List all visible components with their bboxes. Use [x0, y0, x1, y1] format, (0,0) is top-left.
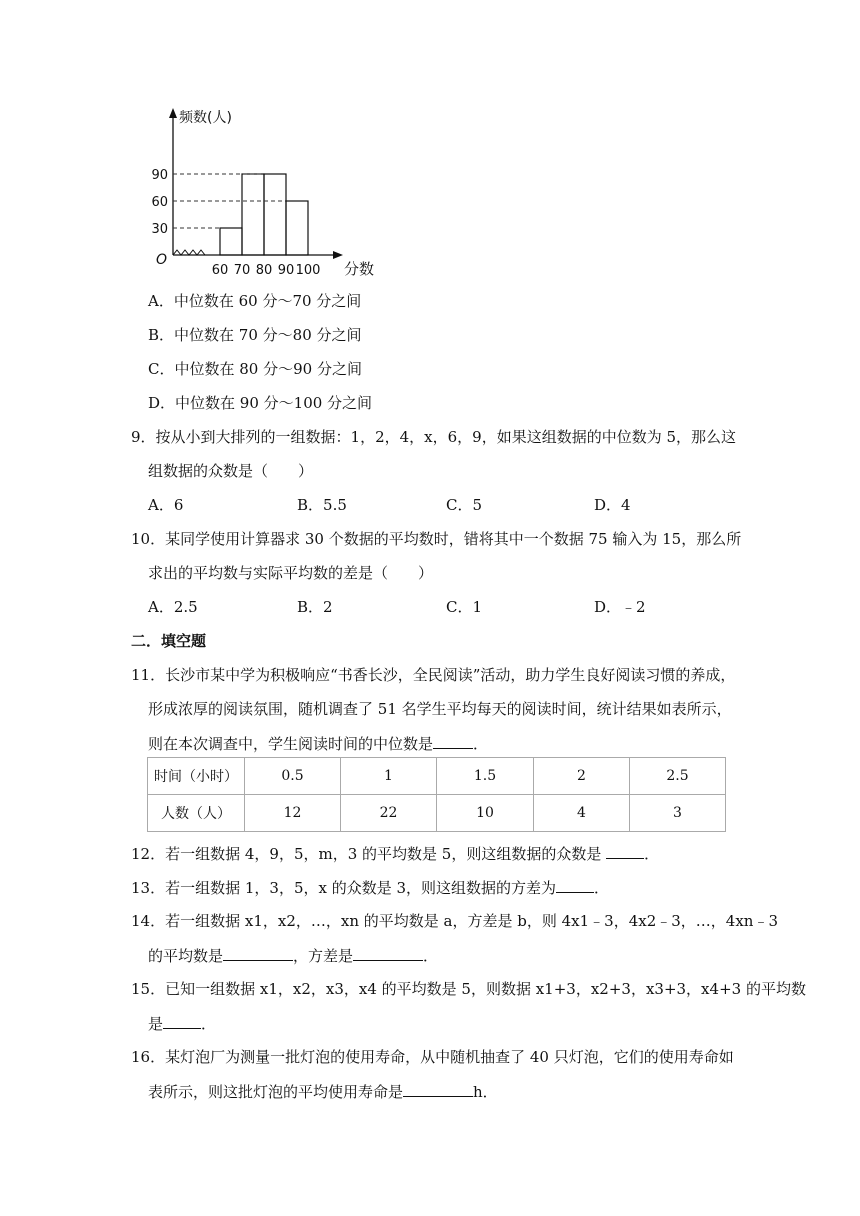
q8-option-d: D．中位数在 90 分～100 分之间	[148, 394, 373, 412]
histogram-bar	[220, 228, 242, 255]
q16-text-line2	[148, 1081, 498, 1102]
q13-text: 13．若一组数据 1，3，5，x 的众数是 3，则这组数据的方差为	[131, 879, 557, 897]
histogram-bar	[286, 201, 308, 255]
reading-time-table	[147, 757, 726, 832]
q8-option-a: A．中位数在 60 分～70 分之间	[148, 292, 362, 310]
q15-prompt: 是	[148, 1015, 164, 1033]
q10-text-line2: 求出的平均数与实际平均数的差是（ ）	[148, 564, 434, 582]
table-row	[148, 795, 726, 832]
q11-end: ．	[473, 735, 489, 753]
section-heading-fill-blank: 二．填空题	[131, 632, 207, 650]
q13-answer-blank[interactable]	[556, 877, 594, 893]
q11-text-line3	[148, 733, 488, 754]
table-cell: 1	[341, 758, 437, 795]
q10-option-d: D．﹣2	[594, 598, 646, 616]
table-cell: 3	[630, 795, 726, 832]
q11-text-line2: 形成浓厚的阅读氛围，随机调查了 51 名学生平均每天的阅读时间，统计结果如表所示，	[148, 700, 732, 718]
q14-prompt-mean: 的平均数是	[148, 947, 224, 965]
table-row	[148, 758, 726, 795]
q10-option-b: B．2	[297, 598, 333, 616]
y-tick-label: 30	[151, 222, 168, 237]
y-tick-label: 60	[151, 195, 168, 210]
q14-prompt-variance: ，方差是	[293, 947, 354, 965]
q16-text-line1: 16．某灯泡厂为测量一批灯泡的使用寿命，从中随机抽查了 40 只灯泡，它们的使用寿命如	[131, 1048, 734, 1066]
q16-end: h．	[473, 1083, 498, 1101]
x-axis-arrow	[333, 251, 343, 259]
q15-end: ．	[201, 1015, 217, 1033]
q10-text-line1: 10．某同学使用计算器求 30 个数据的平均数时，错将其中一个数据 75 输入为 15，那么所	[131, 530, 742, 548]
q13-line	[131, 877, 609, 898]
q11-answer-blank[interactable]	[433, 733, 473, 749]
q9-option-d: D．4	[594, 496, 631, 514]
q8-option-c: C．中位数在 80 分～90 分之间	[148, 360, 362, 378]
frequency-histogram	[140, 100, 380, 282]
q9-option-a: A．6	[148, 496, 184, 514]
q14-mean-blank[interactable]	[223, 945, 293, 961]
q9-option-c: C．5	[446, 496, 483, 514]
q11-prompt: 则在本次调查中，学生阅读时间的中位数是	[148, 735, 434, 753]
table-cell: 1.5	[437, 758, 534, 795]
q9-option-b: B．5.5	[297, 496, 347, 514]
q10-option-a: A．2.5	[148, 598, 198, 616]
q12-line	[131, 843, 659, 864]
q16-answer-blank[interactable]	[403, 1081, 473, 1097]
x-axis-label: 分数	[344, 260, 375, 278]
q12-answer-blank[interactable]	[606, 843, 644, 859]
axis-break-zigzag	[173, 250, 205, 255]
origin-label: O	[156, 252, 168, 268]
q14-variance-blank[interactable]	[353, 945, 423, 961]
histogram-bar	[264, 174, 286, 255]
q12-text: 12．若一组数据 4，9，5，m，3 的平均数是 5，则这组数据的众数是	[131, 845, 602, 863]
q8-option-b: B．中位数在 70 分～80 分之间	[148, 326, 362, 344]
histogram-bar	[242, 174, 264, 255]
table-cell: 12	[245, 795, 341, 832]
q14-text-line2	[148, 945, 438, 966]
q15-text-line2	[148, 1013, 216, 1034]
table-cell: 4	[534, 795, 630, 832]
q14-end: ．	[423, 947, 439, 965]
q14-text-line1: 14．若一组数据 x1，x2，…，xn 的平均数是 a，方差是 b，则 4x1﹣3，4x2﹣3，…，4xn﹣3	[131, 912, 778, 930]
table-cell: 10	[437, 795, 534, 832]
table-cell: 22	[341, 795, 437, 832]
x-tick-label: 90	[277, 263, 295, 278]
x-tick-label: 60	[211, 263, 229, 278]
q16-prompt: 表所示，则这批灯泡的平均使用寿命是	[148, 1083, 404, 1101]
x-tick-label: 100	[295, 263, 321, 278]
table-cell: 人数（人）	[148, 795, 245, 832]
q15-text-line1: 15．已知一组数据 x1，x2，x3，x4 的平均数是 5，则数据 x1+3，x2+3，x3+3，x4+3 的平均数	[131, 980, 806, 998]
q9-text-line1: 9．按从小到大排列的一组数据：1，2，4，x，6，9，如果这组数据的中位数为 5，那么这	[131, 428, 737, 446]
table-cell: 时间（小时）	[148, 758, 245, 795]
q9-text-line2: 组数据的众数是（ ）	[148, 462, 314, 480]
y-tick-label: 90	[151, 168, 168, 183]
table-cell: 2.5	[630, 758, 726, 795]
q15-answer-blank[interactable]	[163, 1013, 201, 1029]
q11-text-line1: 11．长沙市某中学为积极响应“书香长沙，全民阅读”活动，助力学生良好阅读习惯的养成，	[131, 666, 736, 684]
q12-end: ．	[644, 845, 660, 863]
y-axis-label: 频数(人)	[179, 110, 232, 126]
table-cell: 0.5	[245, 758, 341, 795]
x-tick-label: 70	[233, 263, 251, 278]
x-tick-label: 80	[255, 263, 273, 278]
q10-option-c: C．1	[446, 598, 483, 616]
table-cell: 2	[534, 758, 630, 795]
y-axis-arrow	[169, 108, 177, 118]
q13-end: ．	[594, 879, 610, 897]
